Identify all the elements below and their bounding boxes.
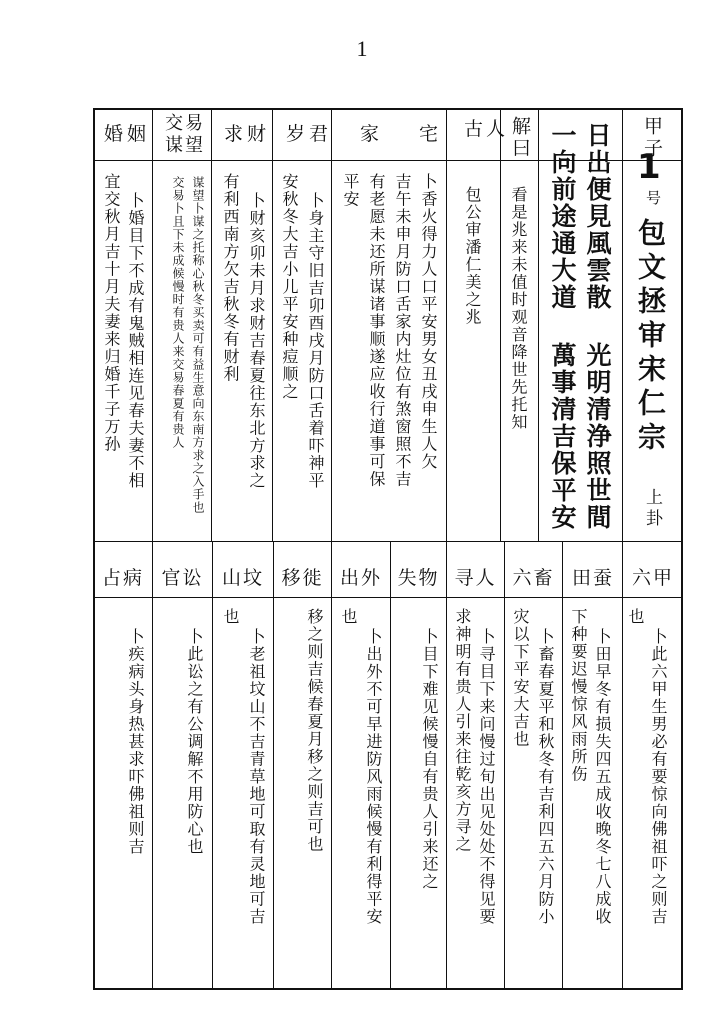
zhanbing-line-1: 卜疾病头身热甚求吓佛祖则吉 bbox=[126, 628, 145, 856]
label-shiwu: 失物 bbox=[397, 567, 440, 589]
label-liujia: 六甲 bbox=[631, 567, 674, 589]
label-guren: 古人 bbox=[464, 118, 509, 140]
column-divider bbox=[500, 108, 501, 541]
label-xunren: 寻人 bbox=[454, 567, 497, 589]
jiaoyi-line-1: 谋望卜谋之托称心秋冬买卖可有益生意向东南方求之入手也 bbox=[191, 176, 205, 514]
hunyin-line-2: 宜交秋月吉十月夫妻来归婚千子万孙 bbox=[102, 173, 121, 453]
hexagram-stem-branch: 甲子 bbox=[641, 116, 663, 160]
label-chuwai: 出外 bbox=[339, 567, 382, 589]
column-divider bbox=[152, 108, 153, 541]
qiucai-line-1: 卜财亥卯未月求财吉春夏往东北方求之 bbox=[247, 192, 266, 490]
page-number: 1 bbox=[356, 36, 368, 61]
liujia-line-2: 也 bbox=[626, 608, 645, 626]
label-hunyin: 婚姻 bbox=[104, 123, 151, 145]
column-divider bbox=[211, 108, 212, 541]
xunren-line-2: 求神明有贵人引来往乾亥方寻之 bbox=[453, 608, 472, 853]
shanfen-line-1: 卜老祖坟山不吉青草地可取有灵地可吉 bbox=[247, 628, 266, 926]
suijun-line-1: 卜身主守旧吉卯酉戌月防口舌着吓神平 bbox=[306, 192, 325, 490]
shanfen-line-2: 也 bbox=[221, 608, 240, 626]
column-divider bbox=[504, 541, 505, 990]
hexagram-number: 1 bbox=[637, 147, 661, 187]
column-divider bbox=[622, 108, 623, 541]
zhaijia-line-2: 吉午未申月防口舌家内灶位有煞窗照不吉 bbox=[393, 173, 412, 488]
hexagram-number-suffix: 号 bbox=[644, 190, 662, 205]
section-divider bbox=[93, 541, 683, 542]
suijun-line-2: 安秋冬大吉小儿平安种痘顺之 bbox=[280, 173, 299, 401]
guren-text: 包公审潘仁美之兆 bbox=[463, 186, 482, 326]
xunren-line-1: 卜寻目下来问慢过旬出见处处不得见要 bbox=[477, 628, 496, 926]
header-divider-bottom bbox=[93, 597, 683, 598]
tiancan-line-2: 下种要迟慢惊风雨所伤 bbox=[569, 608, 588, 783]
column-divider bbox=[152, 541, 153, 990]
verse-line-2: 一向前途通大道 萬事清吉保平安 bbox=[548, 122, 577, 531]
jieyue-text: 看是兆来未值时观音降世先托知 bbox=[509, 186, 528, 431]
label-zhaijia: 家宅 bbox=[360, 123, 479, 145]
column-divider bbox=[562, 541, 563, 990]
liuxu-line-1: 卜畜春夏平和秋冬有吉利四五六月防小 bbox=[536, 628, 555, 926]
column-divider bbox=[331, 541, 332, 990]
column-divider bbox=[272, 108, 273, 541]
jiaoyi-line-2: 交易卜且下未成候慢时有贵人来交易春夏有贵人 bbox=[171, 176, 185, 449]
hexagram-title: 包文拯审宋仁宗 bbox=[634, 218, 667, 456]
hexagram-grade: 上卦 bbox=[642, 488, 662, 530]
qiucai-line-2: 有利西南方欠吉秋冬有财利 bbox=[221, 173, 240, 383]
column-divider bbox=[331, 108, 332, 541]
label-shanfen: 山坟 bbox=[221, 567, 264, 589]
tiancan-line-1: 卜田早冬有损失四五成收晚冬七八成收 bbox=[593, 628, 612, 926]
guansong-line-1: 卜此讼之有公调解不用防心也 bbox=[185, 628, 204, 856]
label-jiaoyi: 交易谋望 bbox=[165, 113, 205, 156]
liuxu-line-2: 灾以下平安大吉也 bbox=[511, 608, 530, 748]
label-qiucai: 求财 bbox=[224, 123, 271, 145]
liujia-line-1: 卜此六甲生男必有要惊向佛祖吓之则吉 bbox=[649, 628, 668, 926]
zhaijia-line-4: 平安 bbox=[341, 173, 360, 208]
hunyin-line-1: 卜婚目下不成有鬼贼相连见春夫妻不相 bbox=[126, 192, 145, 490]
verse-line-1: 日出便見風雲散 光明清浄照世間 bbox=[583, 122, 612, 531]
column-divider bbox=[446, 108, 447, 541]
label-jieyue: 解曰 bbox=[509, 116, 531, 160]
column-divider bbox=[622, 541, 623, 990]
chuwai-line-2: 也 bbox=[339, 608, 358, 626]
shiwu-line-1: 卜目下难见候慢自有贵人引来还之 bbox=[420, 628, 439, 891]
zhaijia-line-3: 有老愿未还所谋诸事顺遂应收行道事可保 bbox=[367, 173, 386, 488]
label-tiancan: 田蚕 bbox=[571, 567, 614, 589]
yixi-line-2: 移之则吉候春夏月移之则吉可也 bbox=[305, 608, 324, 853]
chuwai-line-1: 卜出外不可早进防风雨候慢有利得平安 bbox=[364, 628, 383, 926]
label-liuxu: 六畜 bbox=[512, 567, 555, 589]
label-yixi: 移徙 bbox=[281, 567, 324, 589]
column-divider bbox=[390, 541, 391, 990]
column-divider bbox=[446, 541, 447, 990]
column-divider bbox=[273, 541, 274, 990]
label-guansong: 官讼 bbox=[161, 567, 204, 589]
label-suijun: 岁君 bbox=[286, 123, 333, 145]
zhaijia-line-1: 卜香火得力人口平安男女丑戌申生人欠 bbox=[419, 173, 438, 471]
column-divider bbox=[212, 541, 213, 990]
label-zhanbing: 占病 bbox=[101, 567, 144, 589]
column-divider bbox=[538, 108, 539, 541]
